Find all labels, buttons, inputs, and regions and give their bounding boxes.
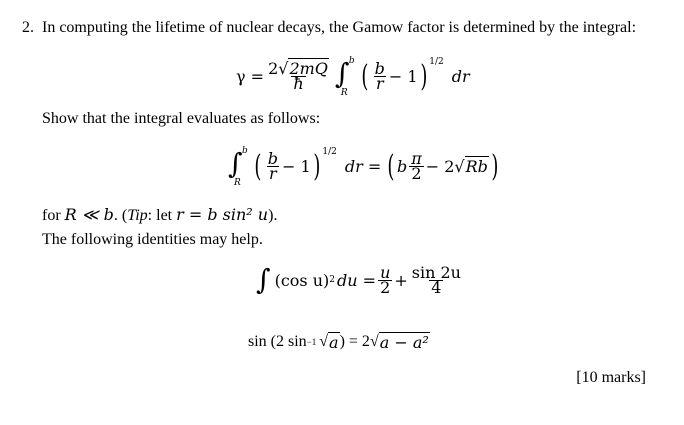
eq1-minus-one: − 1: [388, 66, 418, 86]
eq2-lower-limit: R: [234, 178, 241, 188]
eq3-integrand: (cos u): [274, 270, 330, 290]
tip-text: : let: [147, 207, 173, 224]
eq2-pi-over-two: $\frac{\pi}{2}$: [411, 148, 422, 183]
eq2-exponent: 1/2: [322, 147, 337, 157]
equation-integral-result: ∫ b R ( $\frac{b}{r}$ − 1 ) 1/2 dr = ( b $\frac{\pi}{2}$ − 2 √ Rb ): [228, 146, 499, 188]
eq4-rhs-sqrt: a − a²: [379, 333, 429, 352]
tip-expr: r = b sin² u: [176, 205, 269, 224]
tip-close: ).: [268, 207, 278, 224]
eq2-b-over-r: $\frac{b}{r}$: [267, 148, 278, 183]
eq2-b-coef: b: [396, 156, 408, 176]
identities-intro: The following identities may help.: [42, 231, 263, 248]
condition-line: for R ≪ b. (Tip: let r = b sin² u).: [42, 205, 278, 224]
eq1-numer: 2: [268, 58, 279, 78]
eq3-integral-sign: ∫: [256, 263, 271, 296]
eq3-du-equals: du =: [337, 270, 377, 290]
condition-expr: R ≪ b: [64, 205, 114, 224]
eq3-power: 2: [329, 275, 336, 285]
equation-gamow-factor: γ = $\frac{2√2mQ}{ħ}$ ∫ b R ( $\frac{b}{r}$ − 1 ) 1/2 dr: [236, 56, 470, 98]
eq3-plus: +: [394, 270, 408, 290]
eq2-minus-one: − 1: [281, 156, 311, 176]
eq1-lhs: γ =: [236, 66, 265, 86]
eq1-exponent: 1/2: [429, 57, 444, 67]
eq1-upper-limit: b: [348, 56, 355, 66]
condition-prefix: for: [42, 207, 61, 224]
tip-label: Tip: [127, 207, 148, 224]
eq2-dr-equals: dr =: [344, 156, 382, 176]
eq1-dr: dr: [451, 66, 470, 86]
eq4-lhs-start: sin (2 sin: [248, 333, 307, 350]
question-intro: In computing the lifetime of nuclear decays, the Gamow factor is determined by the integral:: [42, 19, 637, 36]
eq4-inverse: −1: [306, 337, 317, 347]
marks-label: [10 marks]: [576, 369, 646, 386]
eq3-u-over-two: $\frac{u}{2}$: [380, 262, 391, 297]
eq2-upper-limit: b: [242, 146, 248, 156]
question-number: 2.: [22, 19, 34, 36]
eq1-b-over-r: $\frac{b}{r}$: [374, 58, 385, 93]
show-instruction: Show that the integral evaluates as follows:: [42, 110, 321, 127]
eq1-denom: ħ: [293, 73, 304, 93]
eq1-integral: ∫ b R: [334, 56, 355, 98]
eq2-minus-two: − 2: [425, 156, 455, 176]
eq4-lhs-end: ) = 2: [339, 333, 370, 350]
eq2-sqrt-arg: Rb: [465, 157, 488, 176]
equation-sin-arcsin-identity: sin (2 sin −1 √ a ) = 2 √ a − a²: [248, 333, 429, 352]
equation-cos-squared-identity: [256, 258, 465, 302]
eq4-sqrt-a: a: [329, 333, 339, 352]
eq1-lower-limit: R: [340, 88, 348, 98]
eq3-sin2u-over-four: $\frac{\sin 2u}{4}$: [411, 262, 461, 297]
eq1-sqrt-arg: 2mQ: [289, 58, 328, 78]
eq2-integral: ∫ b R: [228, 146, 248, 188]
eq1-prefactor-fraction: $\frac{2√2mQ}{ħ}$: [268, 58, 328, 93]
